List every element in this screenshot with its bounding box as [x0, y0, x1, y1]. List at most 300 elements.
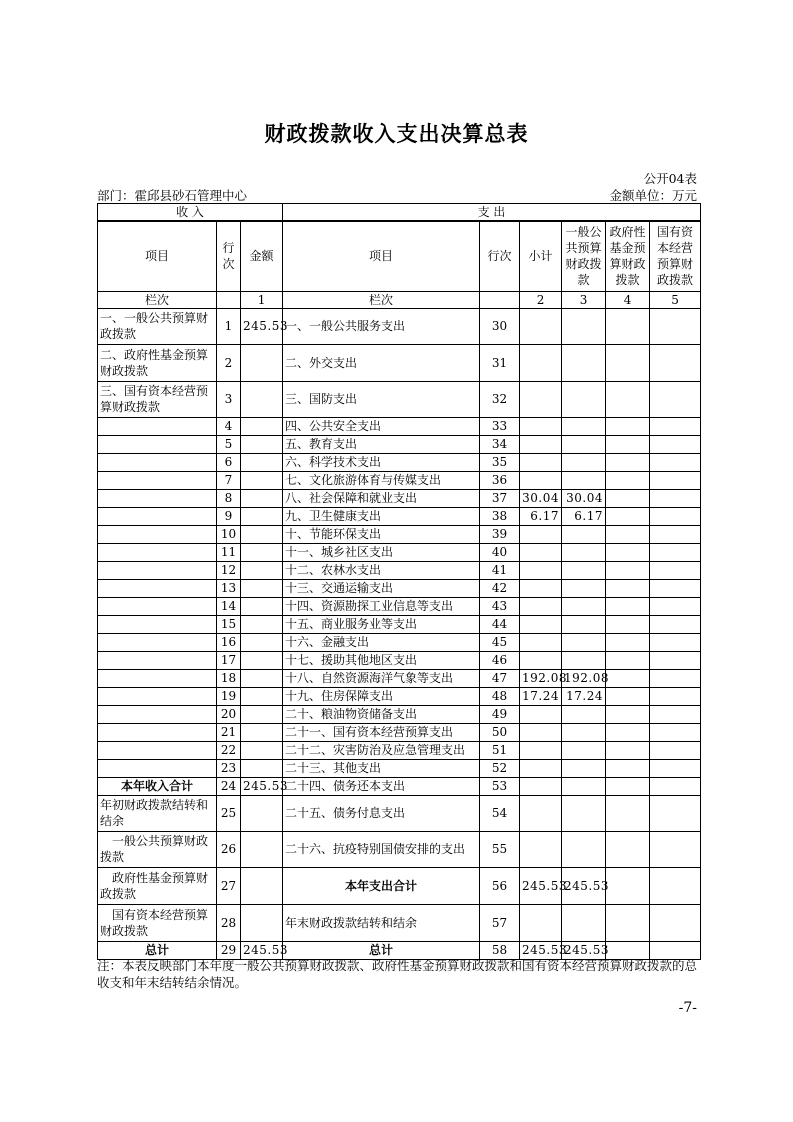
- table-note: 注：本表反映部门本年度一般公共预算财政拨款、政府性基金预算财政拨款和国有资本经营预算财政拨款的总收支和年末结转结余情况。: [97, 958, 698, 990]
- expense-line: 36: [480, 471, 520, 489]
- fund-budget-value: [606, 308, 650, 344]
- income-line: 18: [217, 669, 241, 687]
- subtotal-value: [520, 741, 562, 759]
- table-row: [98, 777, 701, 795]
- state-capital-value: [650, 507, 701, 525]
- column-index-label-expense: 栏次: [283, 291, 480, 308]
- general-budget-value: [562, 471, 606, 489]
- expense-line: 43: [480, 597, 520, 615]
- expense-item: 二十三、其他支出: [283, 759, 480, 777]
- unit-label: 金额单位：万元: [609, 188, 697, 203]
- table-row: [98, 579, 701, 597]
- income-line: 8: [217, 489, 241, 507]
- fund-budget-value: [606, 597, 650, 615]
- state-capital-value: [650, 831, 701, 867]
- expense-line: 40: [480, 543, 520, 561]
- income-line: 27: [217, 867, 241, 904]
- expense-item: 十、节能环保支出: [283, 525, 480, 543]
- income-header: 收 入: [98, 204, 283, 222]
- income-line: 5: [217, 435, 241, 453]
- expense-line: 37: [480, 489, 520, 507]
- expense-line: 52: [480, 759, 520, 777]
- expense-item: 六、科学技术支出: [283, 453, 480, 471]
- general-budget-value: [562, 525, 606, 543]
- fund-budget-value: [606, 741, 650, 759]
- income-amount: 245.53: [241, 777, 283, 795]
- expense-line: 39: [480, 525, 520, 543]
- fund-budget-value: [606, 417, 650, 435]
- general-budget-value: [562, 723, 606, 741]
- table-row: [98, 381, 701, 417]
- page-number: -7-: [678, 1000, 697, 1016]
- income-amount: [241, 579, 283, 597]
- fund-budget-value: [606, 507, 650, 525]
- income-item: 政府性基金预算财政拨款: [98, 867, 217, 904]
- income-item: [98, 669, 217, 687]
- table-row: [98, 543, 701, 561]
- subtotal-value: 192.08: [520, 669, 562, 687]
- subtotal-value: [520, 543, 562, 561]
- income-line: 25: [217, 795, 241, 831]
- expense-line: 38: [480, 507, 520, 525]
- income-amount: [241, 525, 283, 543]
- subtotal-value: [520, 453, 562, 471]
- income-line: 16: [217, 633, 241, 651]
- fund-budget-value: [606, 579, 650, 597]
- general-budget-value: 245.53: [562, 867, 606, 904]
- income-item: [98, 489, 217, 507]
- table-row: [98, 651, 701, 669]
- expense-line: 56: [480, 867, 520, 904]
- table-row: [98, 435, 701, 453]
- state-capital-value: [650, 795, 701, 831]
- income-line: 17: [217, 651, 241, 669]
- income-amount: [241, 904, 283, 941]
- general-budget-value: [562, 561, 606, 579]
- table-row: [98, 687, 701, 705]
- income-item: [98, 633, 217, 651]
- subtotal-value: [520, 723, 562, 741]
- income-amount: [241, 597, 283, 615]
- income-line: 22: [217, 741, 241, 759]
- general-budget-value: [562, 615, 606, 633]
- expense-line: 42: [480, 579, 520, 597]
- income-amount: [241, 489, 283, 507]
- income-line: 9: [217, 507, 241, 525]
- state-capital-value: [650, 489, 701, 507]
- income-line: 26: [217, 831, 241, 867]
- income-item: [98, 561, 217, 579]
- income-item: [98, 687, 217, 705]
- subtotal-value: [520, 705, 562, 723]
- state-capital-value: [650, 579, 701, 597]
- expense-line: 34: [480, 435, 520, 453]
- income-item: [98, 453, 217, 471]
- income-item: [98, 543, 217, 561]
- income-line: 1: [217, 308, 241, 344]
- page-title: 财政拨款收入支出决算总表: [264, 121, 529, 146]
- income-amount: [241, 705, 283, 723]
- expense-line: 57: [480, 904, 520, 941]
- fund-budget-value: [606, 561, 650, 579]
- income-item: 年初财政拨款结转和结余: [98, 795, 217, 831]
- income-item: 三、国有资本经营预算财政拨款: [98, 381, 217, 417]
- general-budget-value: [562, 795, 606, 831]
- income-line: 4: [217, 417, 241, 435]
- general-budget-value: [562, 831, 606, 867]
- table-row: [98, 759, 701, 777]
- table-row: [98, 795, 701, 831]
- expense-item: 二十一、国有资本经营预算支出: [283, 723, 480, 741]
- income-item: [98, 507, 217, 525]
- table-row: [98, 489, 701, 507]
- expense-item: 七、文化旅游体育与传媒支出: [283, 471, 480, 489]
- fund-budget-value: [606, 705, 650, 723]
- expense-item: 三、国防支出: [283, 381, 480, 417]
- state-capital-value: [650, 308, 701, 344]
- table-row: [98, 741, 701, 759]
- expense-line: 44: [480, 615, 520, 633]
- general-budget-header: 一般公共预算财政拨款: [562, 221, 606, 291]
- expense-line: 48: [480, 687, 520, 705]
- subtotal-value: [520, 633, 562, 651]
- income-amount: [241, 831, 283, 867]
- fund-budget-value: [606, 471, 650, 489]
- income-amount: [241, 561, 283, 579]
- table-row: [98, 453, 701, 471]
- income-amount: [241, 741, 283, 759]
- general-budget-value: [562, 633, 606, 651]
- fund-budget-value: [606, 669, 650, 687]
- subtotal-value: [520, 417, 562, 435]
- fund-budget-value: [606, 381, 650, 417]
- state-capital-value: [650, 471, 701, 489]
- income-amount: [241, 471, 283, 489]
- general-budget-value: [562, 543, 606, 561]
- income-item: [98, 417, 217, 435]
- expense-item: 二十二、灾害防治及应急管理支出: [283, 741, 480, 759]
- expense-line: 33: [480, 417, 520, 435]
- expense-item-header: 项目: [283, 221, 480, 291]
- income-line: 7: [217, 471, 241, 489]
- subtotal-value: [520, 759, 562, 777]
- expense-item: 二十、粮油物资储备支出: [283, 705, 480, 723]
- income-line: 15: [217, 615, 241, 633]
- expense-item: 十二、农林水支出: [283, 561, 480, 579]
- expense-item: 十四、资源勘探工业信息等支出: [283, 597, 480, 615]
- state-capital-value: [650, 453, 701, 471]
- fund-budget-value: [606, 615, 650, 633]
- income-line: 3: [217, 381, 241, 417]
- state-capital-value: [650, 417, 701, 435]
- expense-line: 49: [480, 705, 520, 723]
- general-budget-value: [562, 741, 606, 759]
- state-capital-value: [650, 759, 701, 777]
- general-budget-value: [562, 651, 606, 669]
- income-amount: [241, 615, 283, 633]
- income-amount: [241, 543, 283, 561]
- fund-budget-value: [606, 525, 650, 543]
- expense-item: 十八、自然资源海洋气象等支出: [283, 669, 480, 687]
- income-amount: [241, 344, 283, 381]
- subtotal-value: [520, 579, 562, 597]
- expense-line: 35: [480, 453, 520, 471]
- general-budget-value: [562, 904, 606, 941]
- state-capital-value: [650, 543, 701, 561]
- expense-line: 51: [480, 741, 520, 759]
- subtotal-value: [520, 471, 562, 489]
- expense-line: 31: [480, 344, 520, 381]
- table-row: [98, 525, 701, 543]
- state-capital-value: [650, 741, 701, 759]
- table-row: [98, 615, 701, 633]
- income-item: [98, 651, 217, 669]
- subtotal-value: 245.53: [520, 867, 562, 904]
- fund-budget-value: [606, 759, 650, 777]
- income-item: [98, 471, 217, 489]
- state-capital-header: 国有资本经营预算财政拨款: [650, 221, 701, 291]
- income-item: [98, 723, 217, 741]
- fund-budget-value: [606, 453, 650, 471]
- income-line: 24: [217, 777, 241, 795]
- expense-item: 五、教育支出: [283, 435, 480, 453]
- state-capital-value: [650, 723, 701, 741]
- subtotal-value: [520, 381, 562, 417]
- expense-item: 二十五、债务付息支出: [283, 795, 480, 831]
- subtotal-value: [520, 561, 562, 579]
- fiscal-summary-table: [97, 203, 701, 960]
- income-item-header: 项目: [98, 221, 217, 291]
- expense-item: 二、外交支出: [283, 344, 480, 381]
- table-row: [98, 507, 701, 525]
- expense-line-header: 行次: [480, 221, 520, 291]
- state-capital-value: [650, 867, 701, 904]
- income-item: 一般公共预算财政拨款: [98, 831, 217, 867]
- expense-item: 二十六、抗疫特别国债安排的支出: [283, 831, 480, 867]
- income-line-header: 行次: [217, 221, 241, 291]
- general-budget-value: [562, 777, 606, 795]
- general-budget-value: 192.08: [562, 669, 606, 687]
- expense-item: 四、公共安全支出: [283, 417, 480, 435]
- income-amount: [241, 759, 283, 777]
- fund-budget-value: [606, 867, 650, 904]
- subtotal-value: [520, 597, 562, 615]
- state-capital-value: [650, 615, 701, 633]
- column-index-1: 1: [241, 291, 283, 308]
- income-amount: [241, 633, 283, 651]
- column-index-4: 4: [606, 291, 650, 308]
- table-row: [98, 561, 701, 579]
- expense-line: 46: [480, 651, 520, 669]
- column-index-5: 5: [650, 291, 701, 308]
- expense-item: 十六、金融支出: [283, 633, 480, 651]
- state-capital-value: [650, 904, 701, 941]
- income-amount-header: 金额: [241, 221, 283, 291]
- general-budget-value: [562, 435, 606, 453]
- income-item: [98, 615, 217, 633]
- subtotal-value: [520, 777, 562, 795]
- income-amount: [241, 381, 283, 417]
- table-row: [98, 705, 701, 723]
- fund-budget-value: [606, 831, 650, 867]
- income-line: 29: [217, 941, 241, 959]
- income-amount: [241, 723, 283, 741]
- subtotal-value: [520, 795, 562, 831]
- expense-line: 41: [480, 561, 520, 579]
- income-line: 14: [217, 597, 241, 615]
- table-row: [98, 723, 701, 741]
- fund-budget-value: [606, 795, 650, 831]
- general-budget-value: [562, 705, 606, 723]
- subtotal-value: [520, 308, 562, 344]
- income-line: 13: [217, 579, 241, 597]
- income-amount: [241, 453, 283, 471]
- table-row: [98, 867, 701, 904]
- fund-budget-value: [606, 723, 650, 741]
- expense-item: 十三、交通运输支出: [283, 579, 480, 597]
- state-capital-value: [650, 633, 701, 651]
- table-row: [98, 633, 701, 651]
- fund-budget-value: [606, 687, 650, 705]
- expense-line: 53: [480, 777, 520, 795]
- state-capital-value: [650, 777, 701, 795]
- expense-item: 本年支出合计: [283, 867, 480, 904]
- subtotal-value: [520, 435, 562, 453]
- income-amount: [241, 669, 283, 687]
- expense-item: 二十四、债务还本支出: [283, 777, 480, 795]
- expense-item: 十七、援助其他地区支出: [283, 651, 480, 669]
- expense-line: 50: [480, 723, 520, 741]
- column-index-3: 3: [562, 291, 606, 308]
- income-line: 10: [217, 525, 241, 543]
- state-capital-value: [650, 381, 701, 417]
- income-item: 国有资本经营预算财政拨款: [98, 904, 217, 941]
- expense-item: 十一、城乡社区支出: [283, 543, 480, 561]
- income-item: [98, 759, 217, 777]
- general-budget-value: [562, 453, 606, 471]
- expense-item: 十五、商业服务业等支出: [283, 615, 480, 633]
- column-index-label: 栏次: [98, 291, 217, 308]
- general-budget-value: [562, 579, 606, 597]
- expense-line: 47: [480, 669, 520, 687]
- state-capital-value: [650, 525, 701, 543]
- state-capital-value: [650, 435, 701, 453]
- income-item: [98, 579, 217, 597]
- state-capital-value: [650, 561, 701, 579]
- state-capital-value: [650, 669, 701, 687]
- income-amount: 245.53: [241, 941, 283, 959]
- income-line: 6: [217, 453, 241, 471]
- fund-budget-value: [606, 344, 650, 381]
- income-item: [98, 705, 217, 723]
- income-item: [98, 741, 217, 759]
- department-label: 部门：霍邱县砂石管理中心: [97, 188, 248, 203]
- income-amount: [241, 651, 283, 669]
- expense-item: 十九、住房保障支出: [283, 687, 480, 705]
- income-amount: [241, 687, 283, 705]
- expense-item: 九、卫生健康支出: [283, 507, 480, 525]
- general-budget-value: 6.17: [562, 507, 606, 525]
- income-amount: [241, 867, 283, 904]
- subtotal-header: 小计: [520, 221, 562, 291]
- income-line: 23: [217, 759, 241, 777]
- income-item: [98, 525, 217, 543]
- table-row: [98, 831, 701, 867]
- expense-header: 支 出: [283, 204, 701, 222]
- table-row: [98, 308, 701, 344]
- income-line: 19: [217, 687, 241, 705]
- fund-budget-value: [606, 435, 650, 453]
- fund-budget-value: [606, 633, 650, 651]
- state-capital-value: [650, 687, 701, 705]
- fund-budget-value: [606, 489, 650, 507]
- general-budget-value: [562, 417, 606, 435]
- fund-budget-header: 政府性基金预算财政拨款: [606, 221, 650, 291]
- table-row: [98, 597, 701, 615]
- column-index-2: 2: [520, 291, 562, 308]
- expense-item: 八、社会保障和就业支出: [283, 489, 480, 507]
- income-amount: [241, 795, 283, 831]
- expense-line: 45: [480, 633, 520, 651]
- income-line: 2: [217, 344, 241, 381]
- subtotal-value: [520, 615, 562, 633]
- general-budget-value: [562, 308, 606, 344]
- state-capital-value: [650, 597, 701, 615]
- income-item: [98, 597, 217, 615]
- subtotal-value: [520, 831, 562, 867]
- general-budget-value: [562, 597, 606, 615]
- expense-line: 54: [480, 795, 520, 831]
- subtotal-value: [520, 525, 562, 543]
- income-item: 一、一般公共预算财政拨款: [98, 308, 217, 344]
- general-budget-value: [562, 759, 606, 777]
- income-line: 21: [217, 723, 241, 741]
- income-line: 28: [217, 904, 241, 941]
- subtotal-value: [520, 904, 562, 941]
- table-row: [98, 904, 701, 941]
- general-budget-value: [562, 344, 606, 381]
- income-item: 本年收入合计: [98, 777, 217, 795]
- state-capital-value: [650, 705, 701, 723]
- expense-item: 总计: [283, 941, 480, 959]
- expense-item: 一、一般公共服务支出: [283, 308, 480, 344]
- income-line: 12: [217, 561, 241, 579]
- subtotal-value: [520, 344, 562, 381]
- subtotal-value: [520, 651, 562, 669]
- income-line: 11: [217, 543, 241, 561]
- table-row: [98, 344, 701, 381]
- state-capital-value: [650, 651, 701, 669]
- general-budget-value: 245.53: [562, 941, 606, 959]
- form-number: 公开04表: [643, 171, 697, 186]
- subtotal-value: 245.53: [520, 941, 562, 959]
- general-budget-value: [562, 381, 606, 417]
- fund-budget-value: [606, 543, 650, 561]
- expense-item: 年末财政拨款结转和结余: [283, 904, 480, 941]
- general-budget-value: 30.04: [562, 489, 606, 507]
- income-line: 20: [217, 705, 241, 723]
- income-item: 二、政府性基金预算财政拨款: [98, 344, 217, 381]
- expense-line: 58: [480, 941, 520, 959]
- subtotal-value: 30.04: [520, 489, 562, 507]
- table-row: [98, 471, 701, 489]
- income-amount: [241, 507, 283, 525]
- expense-line: 32: [480, 381, 520, 417]
- income-amount: 245.53: [241, 308, 283, 344]
- fund-budget-value: [606, 777, 650, 795]
- income-item: 总计: [98, 941, 217, 959]
- state-capital-value: [650, 344, 701, 381]
